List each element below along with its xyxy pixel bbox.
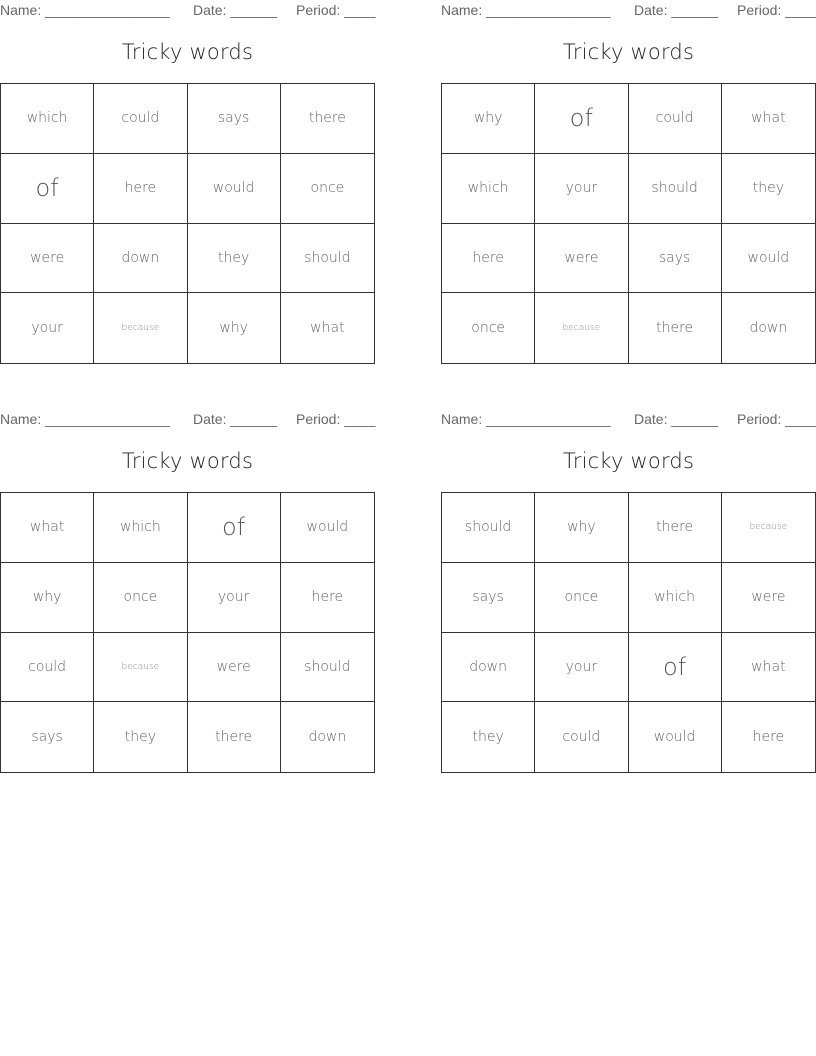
grid-cell: would [722, 224, 815, 294]
grid-cell: because [535, 293, 628, 363]
grid-cell: of [535, 84, 628, 154]
grid-cell: should [629, 154, 722, 224]
grid-cell: because [94, 293, 187, 363]
grid-cell: says [442, 563, 535, 633]
grid-cell: once [535, 563, 628, 633]
grid-cell: should [281, 633, 374, 703]
name-field-label: Name: ________________ [441, 2, 611, 18]
bingo-card [441, 0, 816, 372]
period-field-label: Period: ____ [737, 2, 816, 18]
grid-cell: would [281, 493, 374, 563]
grid-cell: because [722, 493, 815, 563]
grid-cell: your [188, 563, 281, 633]
grid-cell: your [535, 633, 628, 703]
date-field-label: Date: ______ [634, 2, 719, 18]
name-field-label: Name: ________________ [0, 2, 170, 18]
grid-cell: here [752, 729, 785, 746]
grid-cell: what [310, 320, 345, 337]
grid-cell: could [94, 84, 187, 154]
grid-cell: they [722, 154, 815, 224]
grid-cell: down [749, 320, 788, 337]
grid-cell: they [188, 224, 281, 294]
grid-cell: should [442, 493, 535, 563]
grid-cell: what [1, 493, 94, 563]
grid-cell: your [1, 293, 94, 363]
bingo-card [0, 0, 375, 372]
grid-cell: should [281, 224, 374, 294]
card-title: Tricky words [121, 449, 254, 473]
grid-cell: could [535, 702, 628, 772]
grid-cell: once [281, 154, 374, 224]
grid-cell: what [722, 633, 815, 703]
grid-cell: what [722, 84, 815, 154]
name-field-label: Name: ________________ [0, 411, 170, 427]
grid-cell: why [535, 493, 628, 563]
grid-cell: there [281, 84, 374, 154]
grid-cell: your [535, 154, 628, 224]
grid-cell: why [1, 563, 94, 633]
grid-cell: which [629, 563, 722, 633]
date-field-label: Date: ______ [193, 411, 278, 427]
grid-cell: down [442, 633, 535, 703]
card-title: Tricky words [562, 449, 695, 473]
student-info-header [0, 2, 375, 20]
grid-cell: could [629, 84, 722, 154]
card-title: Tricky words [121, 40, 254, 64]
grid-cell: once [442, 293, 535, 363]
date-field-label: Date: ______ [193, 2, 278, 18]
grid-cell: says [1, 702, 94, 772]
student-info-header [441, 411, 816, 429]
grid-cell: which [94, 493, 187, 563]
grid-cell: which [1, 84, 94, 154]
grid-cell: here [442, 224, 535, 294]
grid-cell: once [94, 563, 187, 633]
grid-cell: of [629, 633, 722, 703]
grid-cell: says [629, 224, 722, 294]
grid-cell: could [1, 633, 94, 703]
grid-cell: there [629, 493, 722, 563]
grid-cell: they [442, 702, 535, 772]
grid-cell: were [722, 563, 815, 633]
student-info-header [441, 2, 816, 20]
grid-cell: they [94, 702, 187, 772]
grid-cell: here [94, 154, 187, 224]
grid-cell: here [281, 563, 374, 633]
grid-cell: down [308, 729, 347, 746]
grid-cell: which [442, 154, 535, 224]
period-field-label: Period: ____ [296, 2, 376, 18]
grid-cell: of [188, 493, 281, 563]
name-field-label: Name: ________________ [441, 411, 611, 427]
grid-cell: would [629, 702, 722, 772]
bingo-card [0, 409, 375, 781]
grid-cell: down [94, 224, 187, 294]
word-grid [441, 492, 816, 773]
grid-cell: were [1, 224, 94, 294]
date-field-label: Date: ______ [634, 411, 719, 427]
bingo-card [441, 409, 816, 781]
grid-cell: were [188, 633, 281, 703]
word-grid [0, 492, 375, 773]
student-info-header [0, 411, 375, 429]
grid-cell: would [188, 154, 281, 224]
grid-cell: there [188, 702, 281, 772]
grid-cell: of [1, 154, 94, 224]
grid-cell: because [94, 633, 187, 703]
period-field-label: Period: ____ [296, 411, 376, 427]
grid-cell: says [188, 84, 281, 154]
grid-cell: were [535, 224, 628, 294]
grid-cell: there [629, 293, 722, 363]
word-grid [0, 83, 375, 364]
grid-cell: why [442, 84, 535, 154]
word-grid [441, 83, 816, 364]
card-title: Tricky words [562, 40, 695, 64]
period-field-label: Period: ____ [737, 411, 816, 427]
grid-cell: why [188, 293, 281, 363]
